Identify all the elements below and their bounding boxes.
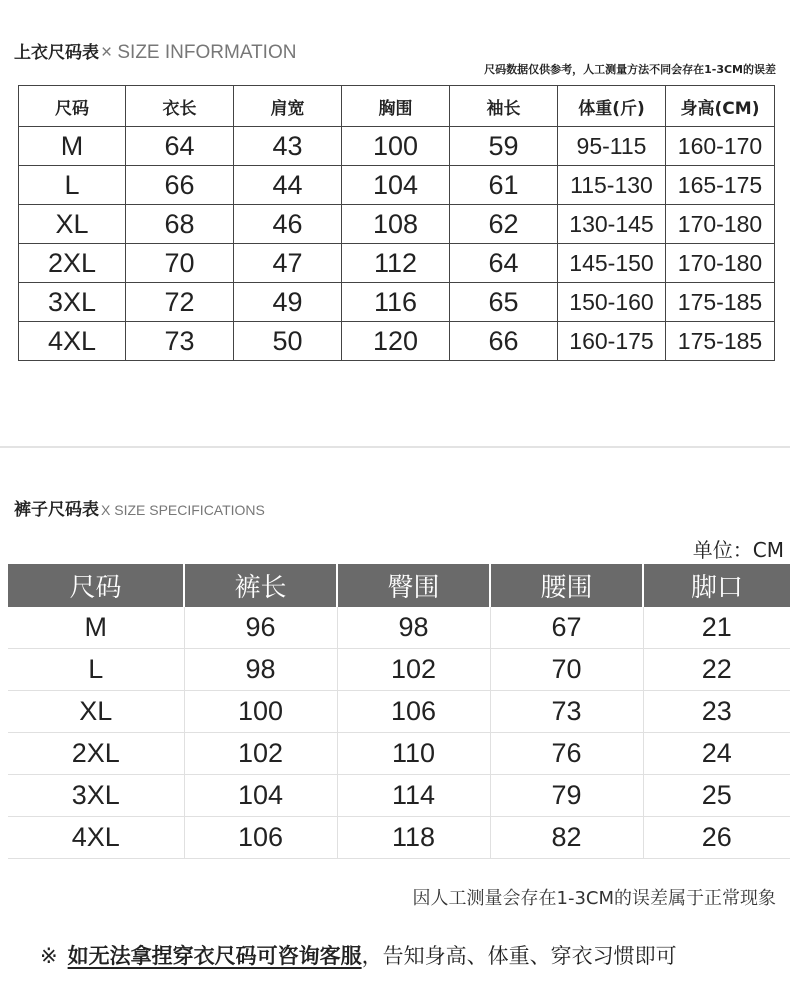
- top-size-table: [18, 85, 775, 361]
- header-shoulder: 肩宽: [234, 86, 342, 127]
- table-cell: 102: [184, 733, 337, 775]
- table-cell: 145-150: [558, 244, 666, 283]
- table-row: [19, 205, 775, 244]
- table-cell: 64: [450, 244, 558, 283]
- table-row: [19, 166, 775, 205]
- table-row: [19, 244, 775, 283]
- table-cell: 23: [643, 691, 790, 733]
- table-row: [8, 649, 790, 691]
- table-cell: 165-175: [666, 166, 775, 205]
- header-size: 尺码: [8, 564, 184, 607]
- top-size-title-en: × SIZE INFORMATION: [101, 42, 297, 63]
- table-cell: 70: [490, 649, 643, 691]
- table-row: [8, 607, 790, 649]
- table-cell: 114: [337, 775, 490, 817]
- table-cell: 150-160: [558, 283, 666, 322]
- table-cell: 21: [643, 607, 790, 649]
- table-cell: 47: [234, 244, 342, 283]
- table-cell: 4XL: [8, 817, 184, 859]
- customer-service-note: [40, 940, 677, 970]
- header-length: 衣长: [126, 86, 234, 127]
- table-cell: 130-145: [558, 205, 666, 244]
- table-cell: 62: [450, 205, 558, 244]
- table-cell: 115-130: [558, 166, 666, 205]
- header-size: 尺码: [19, 86, 126, 127]
- table-cell: 104: [342, 166, 450, 205]
- measurement-footnote: 因人工测量会存在1-3CM的误差属于正常现象: [412, 888, 776, 909]
- table-cell: 118: [337, 817, 490, 859]
- table-row: [8, 817, 790, 859]
- table-cell: 61: [450, 166, 558, 205]
- table-cell: 25: [643, 775, 790, 817]
- table-cell: 106: [184, 817, 337, 859]
- table-cell: L: [19, 166, 126, 205]
- table-cell: 22: [643, 649, 790, 691]
- header-leg-opening: 脚口: [643, 564, 790, 607]
- reference-mark-icon: ※: [40, 944, 58, 968]
- header-sleeve: 袖长: [450, 86, 558, 127]
- pants-size-table: [8, 564, 790, 859]
- table-cell: 67: [490, 607, 643, 649]
- unit-label: 单位：CM: [692, 538, 784, 562]
- table-cell: 65: [450, 283, 558, 322]
- table-row: [8, 733, 790, 775]
- pants-size-title-cn: 裤子尺码表: [14, 500, 99, 520]
- table-cell: L: [8, 649, 184, 691]
- table-cell: 68: [126, 205, 234, 244]
- table-cell: 116: [342, 283, 450, 322]
- table-cell: XL: [8, 691, 184, 733]
- table-cell: 104: [184, 775, 337, 817]
- table-cell: M: [8, 607, 184, 649]
- table-cell: 43: [234, 127, 342, 166]
- table-row: [19, 127, 775, 166]
- table-cell: 46: [234, 205, 342, 244]
- table-cell: 79: [490, 775, 643, 817]
- table-cell: 95-115: [558, 127, 666, 166]
- table-row: [8, 691, 790, 733]
- note-rest: ，告知身高、体重、穿衣习惯即可: [361, 944, 677, 968]
- table-cell: 70: [126, 244, 234, 283]
- table-cell: 110: [337, 733, 490, 775]
- table-cell: 106: [337, 691, 490, 733]
- table-cell: 175-185: [666, 283, 775, 322]
- table-header-row: [8, 564, 790, 607]
- table-cell: 102: [337, 649, 490, 691]
- table-cell: 100: [184, 691, 337, 733]
- section-divider: [0, 446, 790, 448]
- header-weight: 体重(斤): [558, 86, 666, 127]
- table-cell: 72: [126, 283, 234, 322]
- table-cell: 59: [450, 127, 558, 166]
- table-cell: 98: [184, 649, 337, 691]
- top-size-title-cn: 上衣尺码表: [14, 43, 99, 63]
- pants-size-title: [14, 495, 265, 520]
- table-cell: 64: [126, 127, 234, 166]
- table-cell: XL: [19, 205, 126, 244]
- table-cell: 76: [490, 733, 643, 775]
- table-cell: 96: [184, 607, 337, 649]
- table-cell: 4XL: [19, 322, 126, 361]
- table-cell: 44: [234, 166, 342, 205]
- top-size-title: [14, 38, 296, 64]
- table-cell: 3XL: [19, 283, 126, 322]
- header-pants-length: 裤长: [184, 564, 337, 607]
- table-cell: 120: [342, 322, 450, 361]
- table-cell: 175-185: [666, 322, 775, 361]
- table-cell: 73: [126, 322, 234, 361]
- table-cell: 50: [234, 322, 342, 361]
- table-cell: 24: [643, 733, 790, 775]
- table-cell: 26: [643, 817, 790, 859]
- table-cell: 160-170: [666, 127, 775, 166]
- table-cell: 73: [490, 691, 643, 733]
- table-cell: 82: [490, 817, 643, 859]
- table-cell: 3XL: [8, 775, 184, 817]
- table-row: [8, 775, 790, 817]
- table-row: [19, 283, 775, 322]
- header-waist: 腰围: [490, 564, 643, 607]
- table-cell: 2XL: [19, 244, 126, 283]
- table-cell: 49: [234, 283, 342, 322]
- pants-size-title-en: X SIZE SPECIFICATIONS: [101, 502, 265, 518]
- header-chest: 胸围: [342, 86, 450, 127]
- header-hip: 臀围: [337, 564, 490, 607]
- table-cell: 108: [342, 205, 450, 244]
- table-header-row: [19, 86, 775, 127]
- table-row: [19, 322, 775, 361]
- table-cell: 98: [337, 607, 490, 649]
- table-cell: 66: [450, 322, 558, 361]
- table-cell: 170-180: [666, 205, 775, 244]
- table-cell: 160-175: [558, 322, 666, 361]
- table-cell: 2XL: [8, 733, 184, 775]
- table-cell: 112: [342, 244, 450, 283]
- table-cell: 66: [126, 166, 234, 205]
- note-emphasis: 如无法拿捏穿衣尺码可咨询客服: [67, 944, 362, 968]
- table-cell: 170-180: [666, 244, 775, 283]
- top-size-disclaimer: 尺码数据仅供参考，人工测量方法不同会存在1-3CM的误差: [484, 63, 776, 76]
- table-cell: 100: [342, 127, 450, 166]
- table-cell: M: [19, 127, 126, 166]
- header-height: 身高(CM): [666, 86, 775, 127]
